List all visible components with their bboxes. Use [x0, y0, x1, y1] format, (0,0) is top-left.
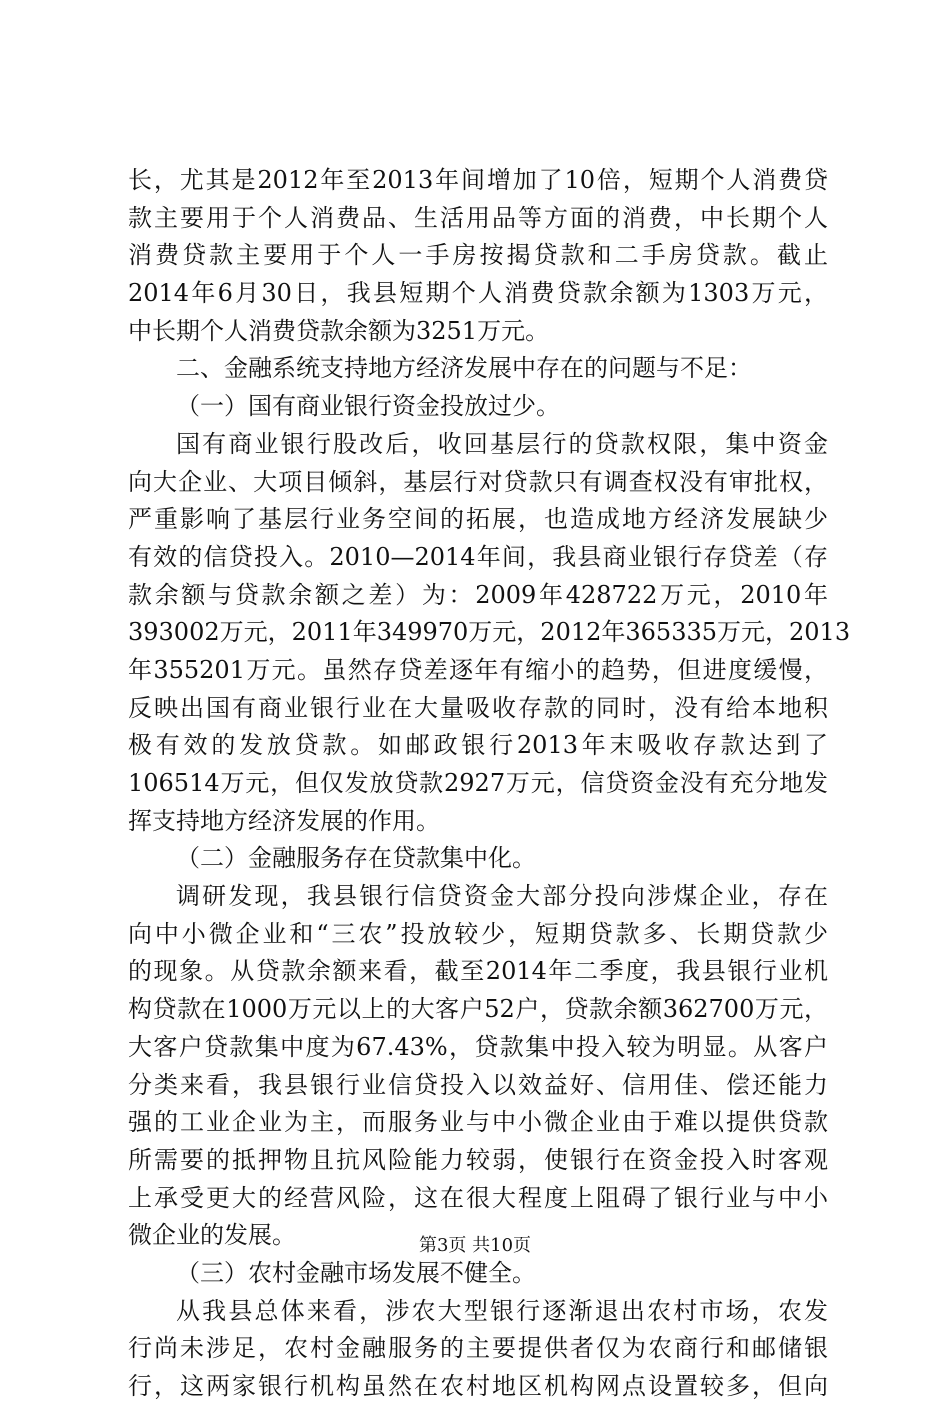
text-line: 挥支持地方经济发展的作用。	[128, 806, 440, 835]
text-line: 反映出国有商业银行业在大量吸收存款的同时，没有给本地积	[128, 693, 828, 722]
text-line: 年355201万元。虽然存贷差逐年有缩小的趋势，但进度缓慢，	[128, 655, 828, 684]
text-line: 上承受更大的经营风险，这在很大程度上阻碍了银行业与中小	[128, 1183, 828, 1212]
text-line: 393002万元，2011年349970万元，2012年365335万元，2013	[128, 618, 851, 647]
text-line: 从我县总体来看，涉农大型银行逐渐退出农村市场，农发	[176, 1296, 828, 1325]
text-line: 向大企业、大项目倾斜，基层行对贷款只有调查权没有审批权，	[128, 467, 828, 496]
paragraph	[128, 426, 851, 841]
page-footer: 第3页 共10页	[418, 1235, 532, 1256]
text-line: 微企业的发展。	[128, 1221, 296, 1250]
text-line: 构贷款在1000万元以上的大客户52户，贷款余额362700万元，	[128, 995, 828, 1024]
text-line: （二）金融服务存在贷款集中化。	[176, 844, 536, 873]
text-line: 中长期个人消费贷款余额为3251万元。	[128, 316, 550, 345]
text-line: 所需要的抵押物且抗风险能力较弱，使银行在资金投入时客观	[128, 1145, 828, 1174]
paragraph	[128, 1293, 828, 1406]
text-line: 2014年6月30日，我县短期个人消费贷款余额为1303万元，	[128, 279, 828, 308]
text-line: 严重影响了基层行业务空间的拓展，也造成地方经济发展缺少	[128, 505, 828, 534]
text-line: 款余额与贷款余额之差）为：2009年428722万元，2010年	[128, 580, 828, 609]
text-line: 有效的信贷投入。2010—2014年间，我县商业银行存贷差（存	[128, 542, 828, 571]
paragraph	[128, 840, 828, 878]
paragraph	[128, 878, 828, 1255]
paragraph	[128, 388, 828, 426]
text-line: 款主要用于个人消费品、生活用品等方面的消费，中长期个人	[128, 203, 828, 232]
text-line: 消费贷款主要用于个人一手房按揭贷款和二手房贷款。截止	[128, 241, 828, 270]
text-line: 106514万元，但仅发放贷款2927万元，信贷资金没有充分地发	[128, 769, 828, 797]
text-line: 二、金融系统支持地方经济发展中存在的问题与不足：	[176, 354, 752, 383]
text-line: （一）国有商业银行资金投放过少。	[176, 392, 560, 421]
paragraph	[128, 162, 828, 350]
text-line: 极有效的发放贷款。如邮政银行2013年末吸收存款达到了	[128, 731, 828, 760]
text-line: 大客户贷款集中度为67.43%，贷款集中投入较为明显。从客户	[128, 1032, 828, 1061]
text-line: 行，这两家银行机构虽然在农村地区机构网点设置较多，但向	[128, 1372, 828, 1400]
paragraph	[128, 1255, 828, 1293]
text-line: 的现象。从贷款余额来看，截至2014年二季度，我县银行业机	[128, 957, 828, 986]
text-line: 行尚未涉足，农村金融服务的主要提供者仅为农商行和邮储银	[128, 1334, 828, 1363]
text-line: 向中小微企业和“三农”投放较少，短期贷款多、长期贷款少	[128, 919, 828, 948]
text-line: 长，尤其是2012年至2013年间增加了10倍，短期个人消费贷	[128, 166, 828, 194]
text-line: 调研发现，我县银行信贷资金大部分投向涉煤企业，存在	[176, 882, 828, 911]
text-line: （三）农村金融市场发展不健全。	[176, 1258, 536, 1287]
text-line: 国有商业银行股改后，收回基层行的贷款权限，集中资金	[176, 429, 828, 458]
text-line: 强的工业企业为主，而服务业与中小微企业由于难以提供贷款	[128, 1108, 828, 1137]
paragraph	[128, 350, 828, 388]
text-line: 分类来看，我县银行业信贷投入以效益好、信用佳、偿还能力	[128, 1070, 828, 1099]
document-body	[128, 162, 851, 1406]
